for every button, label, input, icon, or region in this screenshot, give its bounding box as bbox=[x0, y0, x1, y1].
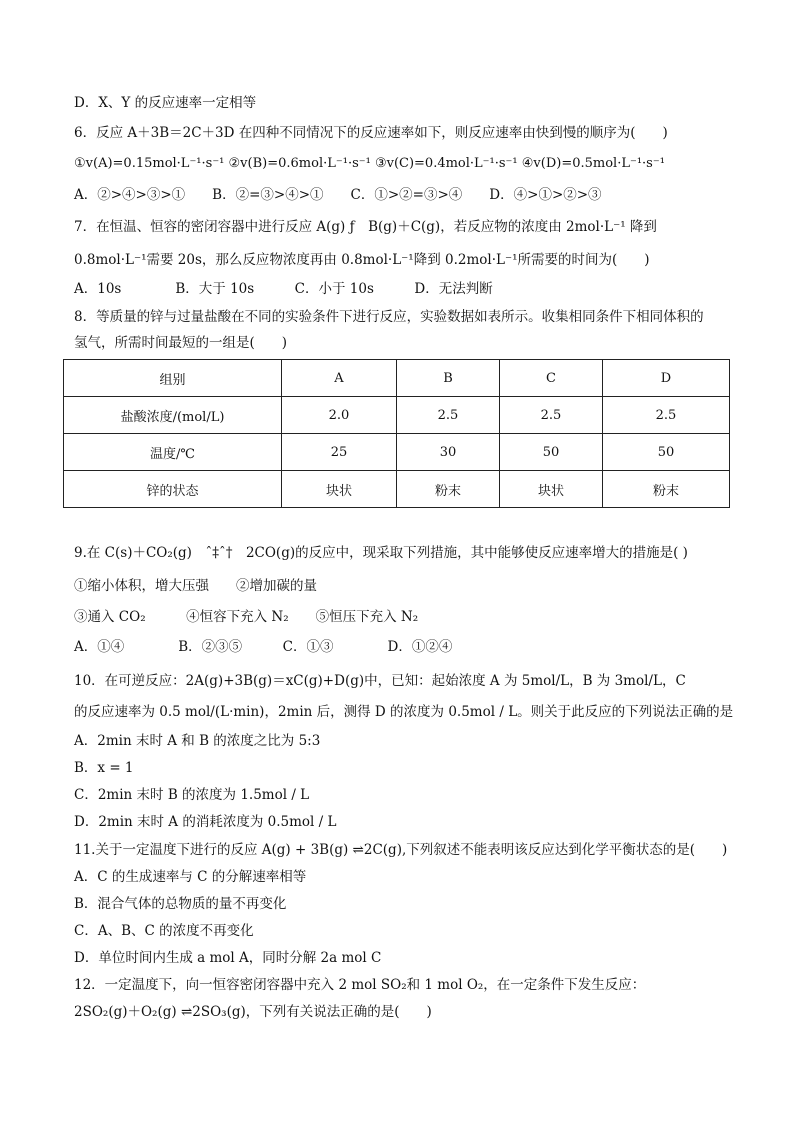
table-cell: 块状 bbox=[282, 471, 397, 508]
q12-stem-line1: 12．一定温度下，向一恒容密闭容器中充入 2 mol SO₂和 1 mol O₂，在一定条件下发生反应： bbox=[74, 977, 646, 993]
table-row bbox=[64, 434, 730, 471]
q10-option-b: B．x = 1 bbox=[74, 760, 134, 776]
q8-stem-line1: 8．等质量的锌与过量盐酸在不同的实验条件下进行反应，实验数据如表所示。收集相同条件下相同体积的 bbox=[74, 309, 704, 325]
q11-option-a: A．C 的生成速率与 C 的分解速率相等 bbox=[74, 869, 307, 885]
q10-option-a: A．2min 末时 A 和 B 的浓度之比为 5:3 bbox=[74, 733, 321, 749]
q9-measures-line2: ③通入 CO₂ ④恒容下充入 N₂ ⑤恒压下充入 N₂ bbox=[74, 609, 419, 625]
table-cell: 30 bbox=[397, 434, 500, 471]
q5-option-d: D．X、Y 的反应速率一定相等 bbox=[74, 95, 257, 111]
table-cell: 50 bbox=[603, 434, 730, 471]
table-header-cell: C bbox=[500, 360, 603, 397]
table-cell: 锌的状态 bbox=[64, 471, 282, 508]
table-cell: 2.5 bbox=[397, 397, 500, 434]
q6-conditions: ①v(A)=0.15mol·L⁻¹·s⁻¹ ②v(B)=0.6mol·L⁻¹·s⁻¹ ③v(C)=0.4mol·L⁻¹·s⁻¹ ④v(D)=0.5mol·L⁻¹·s⁻¹ bbox=[74, 156, 665, 171]
table-header-cell: 组别 bbox=[64, 360, 282, 397]
q7-stem-line2: 0.8mol·L⁻¹需要 20s，那么反应物浓度再由 0.8mol·L⁻¹降到 0.2mol·L⁻¹所需要的时间为( ) bbox=[74, 252, 650, 268]
table-cell: 粉末 bbox=[397, 471, 500, 508]
table-cell: 温度/℃ bbox=[64, 434, 282, 471]
q6-options: A．②>④>③>① B．②=③>④>① C．①>②=③>④ D．④>①>②>③ bbox=[74, 187, 602, 203]
q7-options: A．10s B．大于 10s C．小于 10s D．无法判断 bbox=[74, 281, 493, 297]
table-cell: 盐酸浓度/(mol/L) bbox=[64, 397, 282, 434]
table-cell: 粉末 bbox=[603, 471, 730, 508]
q10-option-d: D．2min 末时 A 的消耗浓度为 0.5mol / L bbox=[74, 814, 337, 830]
table-header-row bbox=[64, 360, 730, 397]
q9-options: A．①④ B．②③⑤ C．①③ D．①②④ bbox=[74, 639, 453, 655]
q10-option-c: C．2min 末时 B 的浓度为 1.5mol / L bbox=[74, 787, 310, 803]
table-header-cell: D bbox=[603, 360, 730, 397]
table-cell: 块状 bbox=[500, 471, 603, 508]
q11-option-c: C．A、B、C 的浓度不再变化 bbox=[74, 923, 254, 939]
q11-option-b: B．混合气体的总物质的量不再变化 bbox=[74, 896, 287, 912]
q10-stem-line2: 的反应速率为 0.5 mol/(L·min)，2min 后，测得 D 的浓度为 0.5mol / L。则关于此反应的下列说法正确的是 bbox=[74, 704, 734, 720]
table-cell: 2.0 bbox=[282, 397, 397, 434]
q8-stem-line2: 氢气，所需时间最短的一组是( ) bbox=[74, 335, 288, 351]
q12-stem-line2: 2SO₂(g)＋O₂(g) ⇌2SO₃(g)，下列有关说法正确的是( ) bbox=[74, 1004, 432, 1020]
table-cell: 50 bbox=[500, 434, 603, 471]
table-header-cell: B bbox=[397, 360, 500, 397]
table-header-cell: A bbox=[282, 360, 397, 397]
q7-stem-line1: 7．在恒温、恒容的密闭容器中进行反应 A(g) ƒ B(g)＋C(g)，若反应物的浓度由 2mol·L⁻¹ 降到 bbox=[74, 219, 657, 235]
q11-option-d: D．单位时间内生成 a mol A，同时分解 2a mol C bbox=[74, 950, 382, 966]
q6-stem: 6．反应 A＋3B＝2C＋3D 在四种不同情况下的反应速率如下，则反应速率由快到慢的顺序为( ) bbox=[74, 125, 668, 141]
q9-measures-line1: ①缩小体积，增大压强 ②增加碳的量 bbox=[74, 578, 317, 594]
table-row bbox=[64, 471, 730, 508]
q9-stem: 9.在 C(s)＋CO₂(g) ˆ‡ˆ† 2CO(g)的反应中，现采取下列措施，其中能够使反应速率增大的措施是( ) bbox=[74, 545, 688, 561]
q11-stem: 11.关于一定温度下进行的反应 A(g) + 3B(g) ⇌2C(g),下列叙述不能表明该反应达到化学平衡状态的是( ) bbox=[74, 842, 728, 858]
table-cell: 2.5 bbox=[500, 397, 603, 434]
experiment-table bbox=[63, 359, 730, 508]
q10-stem-line1: 10．在可逆反应：2A(g)+3B(g)＝xC(g)+D(g)中，已知：起始浓度 A 为 5mol/L，B 为 3mol/L，C bbox=[74, 673, 686, 689]
table-cell: 2.5 bbox=[603, 397, 730, 434]
table-cell: 25 bbox=[282, 434, 397, 471]
table-row bbox=[64, 397, 730, 434]
